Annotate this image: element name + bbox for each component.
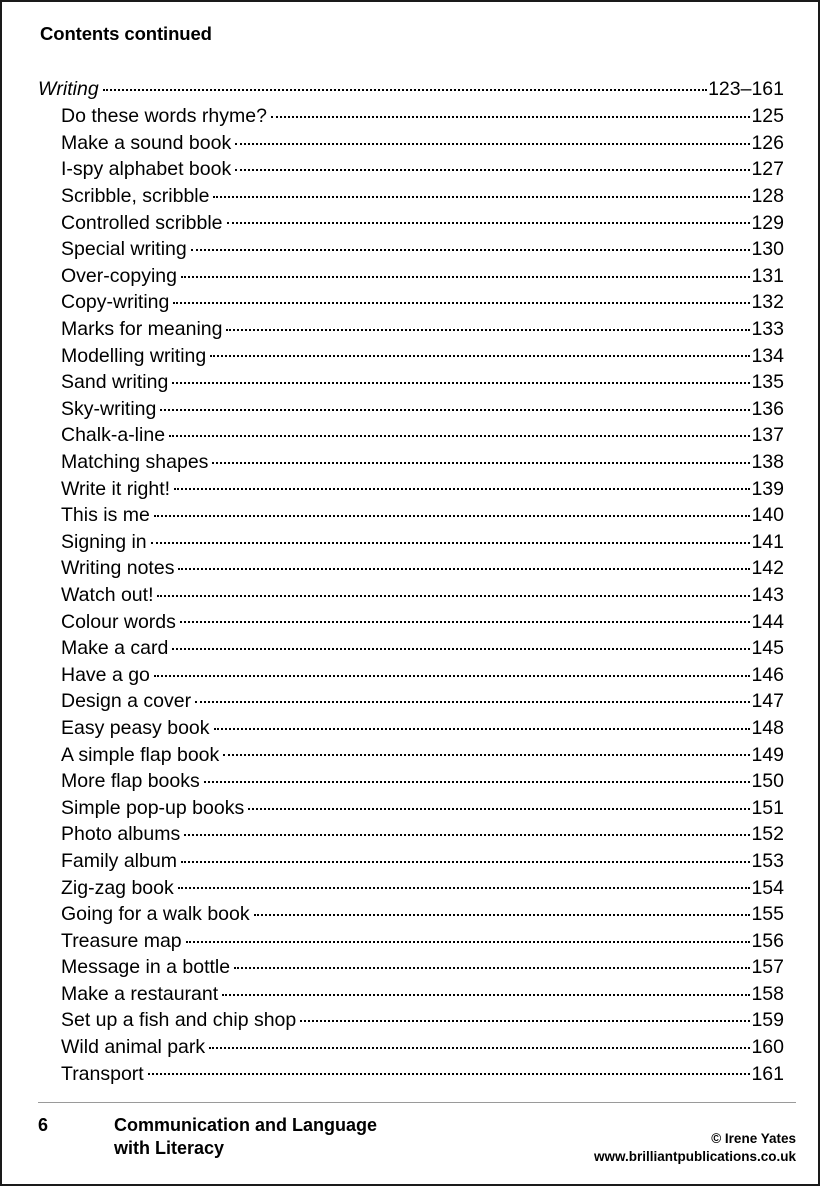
dot-leader: [235, 156, 750, 176]
toc-entry-row: [61, 262, 784, 289]
table-of-contents: [38, 75, 796, 1087]
toc-entry-label: Copy-writing: [61, 291, 170, 314]
toc-entry-label: Simple pop-up books: [61, 796, 245, 819]
toc-entry-row: [61, 1034, 784, 1061]
toc-entry-label: Sand writing: [61, 371, 169, 394]
toc-entry-label: Colour words: [61, 610, 176, 633]
toc-entry-page-number: 135: [751, 371, 784, 394]
dot-leader: [184, 821, 750, 841]
toc-entry-page-number: 154: [751, 876, 784, 899]
dot-leader: [212, 449, 750, 469]
toc-entry-page-number: 138: [751, 451, 784, 473]
toc-entry-row: [61, 103, 784, 130]
toc-entry-page-number: 132: [751, 291, 784, 314]
dot-leader: [213, 183, 750, 203]
dot-leader: [103, 75, 707, 95]
toc-entry-page-number: 125: [751, 105, 784, 128]
toc-entry-page-number: 128: [751, 185, 784, 208]
toc-entry-row: [61, 342, 784, 369]
toc-entry-row: [61, 980, 784, 1007]
toc-entry-page-number: 161: [751, 1062, 784, 1085]
footer-divider: [38, 1102, 796, 1103]
toc-entry-label: Scribble, scribble: [61, 185, 210, 208]
toc-entry-row: [61, 369, 784, 396]
dot-leader: [157, 581, 750, 601]
dot-leader: [254, 901, 751, 921]
toc-entry-label: Set up a fish and chip shop: [61, 1009, 297, 1032]
toc-entry-row: [61, 289, 784, 316]
toc-entry-label: Design a cover: [61, 690, 192, 713]
toc-entry-page-number: 141: [751, 530, 784, 553]
toc-entry-label: Special writing: [61, 238, 187, 261]
toc-entry-row: [61, 581, 784, 608]
toc-entry-page-number: 142: [751, 557, 784, 580]
toc-entry-page-number: 131: [751, 264, 784, 287]
toc-entry-row: [61, 422, 784, 449]
toc-entry-label: Message in a bottle: [61, 956, 231, 979]
footer-credit: [594, 1130, 796, 1166]
toc-entry-page-number: 144: [751, 610, 784, 633]
toc-entry-row: [61, 794, 784, 821]
toc-entry-label: Family album: [61, 849, 177, 872]
toc-entry-label: I-spy alphabet book: [61, 158, 232, 181]
toc-entry-row: [61, 395, 784, 422]
toc-entry-label: Zig-zag book: [61, 876, 174, 899]
toc-entry-label: Write it right!: [61, 477, 171, 500]
toc-entry-page-number: 126: [751, 131, 784, 154]
toc-entry-label: Photo albums: [61, 823, 181, 846]
dot-leader: [235, 129, 750, 149]
dot-leader: [300, 1007, 750, 1027]
toc-entry-label: Make a sound book: [61, 131, 232, 154]
toc-entry-label: Sky-writing: [61, 397, 157, 420]
toc-entry-label: Going for a walk book: [61, 903, 250, 926]
toc-entry-label: Do these words rhyme?: [61, 105, 267, 128]
toc-entry-page-number: 137: [751, 424, 784, 447]
dot-leader: [214, 714, 751, 734]
toc-section-row: [38, 75, 784, 102]
dot-leader: [226, 316, 750, 336]
toc-entry-row: [61, 661, 784, 688]
dot-leader: [148, 1060, 751, 1080]
footer-book-title-line1: Communication and Language: [114, 1115, 378, 1135]
page-footer: [38, 1102, 796, 1168]
toc-entry-page-number: 143: [751, 583, 784, 606]
toc-entry-page-number: 152: [751, 823, 784, 846]
toc-entry-row: [61, 847, 784, 874]
toc-entry-row: [61, 1060, 784, 1087]
footer-content: [38, 1114, 796, 1168]
toc-entry-page-number: 145: [751, 637, 784, 660]
toc-entry-page-number: 148: [751, 716, 784, 739]
toc-entry-page-number: 157: [751, 956, 784, 979]
footer-website: www.brilliantpublications.co.uk: [593, 1149, 796, 1164]
dot-leader: [234, 954, 750, 974]
toc-entry-row: [61, 236, 784, 263]
toc-entry-label: Watch out!: [61, 583, 154, 606]
toc-section-pagerange: 123–161: [708, 77, 784, 100]
toc-entry-label: This is me: [61, 504, 150, 527]
toc-entry-row: [61, 768, 784, 795]
toc-entry-row: [61, 129, 784, 156]
toc-entry-page-number: 156: [751, 929, 784, 952]
toc-entry-label: Writing notes: [61, 557, 175, 580]
toc-entry-list: [38, 103, 796, 1087]
dot-leader: [210, 342, 750, 362]
dot-leader: [181, 847, 751, 867]
toc-entry-page-number: 129: [751, 211, 784, 234]
toc-entry-page-number: 146: [751, 663, 784, 686]
toc-entry-page-number: 127: [751, 158, 784, 181]
dot-leader: [209, 1034, 750, 1054]
dot-leader: [172, 369, 750, 389]
toc-entry-page-number: 134: [751, 344, 784, 367]
dot-leader: [181, 262, 750, 282]
dot-leader: [154, 502, 751, 522]
toc-entry-row: [61, 714, 784, 741]
dot-leader: [186, 927, 751, 947]
toc-entry-page-number: 150: [751, 770, 784, 793]
toc-entry-row: [61, 954, 784, 981]
dot-leader: [195, 688, 750, 708]
toc-entry-row: [61, 821, 784, 848]
toc-entry-page-number: 139: [751, 477, 784, 500]
dot-leader: [222, 980, 750, 1000]
toc-entry-label: Treasure map: [61, 929, 182, 952]
dot-leader: [248, 794, 750, 814]
toc-entry-label: Modelling writing: [61, 344, 207, 367]
toc-entry-row: [61, 608, 784, 635]
toc-entry-row: [61, 1007, 784, 1034]
toc-section-label: Writing: [38, 77, 99, 100]
toc-entry-row: [61, 156, 784, 183]
dot-leader: [223, 741, 750, 761]
toc-entry-label: Have a go: [61, 663, 150, 686]
toc-entry-label: Transport: [61, 1062, 144, 1085]
toc-entry-label: More flap books: [61, 770, 200, 793]
footer-book-title-line2: with Literacy: [114, 1138, 225, 1158]
toc-entry-row: [61, 502, 784, 529]
toc-entry-label: Chalk-a-line: [61, 424, 166, 447]
toc-entry-page-number: 140: [751, 504, 784, 527]
dot-leader: [271, 103, 751, 123]
dot-leader: [180, 608, 751, 628]
toc-entry-row: [61, 528, 784, 555]
toc-entry-label: A simple flap book: [61, 743, 220, 766]
toc-entry-page-number: 155: [751, 903, 784, 926]
toc-entry-row: [61, 209, 784, 236]
dot-leader: [151, 528, 751, 548]
dot-leader: [178, 874, 751, 894]
dot-leader: [154, 661, 751, 681]
dot-leader: [204, 768, 751, 788]
toc-entry-label: Wild animal park: [61, 1036, 206, 1059]
footer-copyright: © Irene Yates: [711, 1131, 796, 1146]
toc-entry-row: [61, 555, 784, 582]
toc-entry-label: Marks for meaning: [61, 318, 223, 341]
toc-entry-label: Make a restaurant: [61, 982, 219, 1005]
toc-entry-row: [61, 874, 784, 901]
toc-entry-page-number: 130: [751, 238, 784, 261]
toc-entry-page-number: 160: [751, 1036, 784, 1059]
dot-leader: [160, 395, 750, 415]
toc-entry-label: Easy peasy book: [61, 716, 210, 739]
dot-leader: [227, 209, 751, 229]
page-content: [2, 2, 818, 1184]
dot-leader: [174, 475, 750, 495]
toc-entry-page-number: 147: [751, 690, 784, 713]
toc-entry-label: Over-copying: [61, 264, 177, 287]
toc-entry-page-number: 159: [751, 1009, 784, 1032]
toc-entry-page-number: 149: [751, 743, 784, 766]
toc-entry-label: Matching shapes: [61, 451, 209, 473]
page-title: Contents continued: [40, 23, 212, 44]
toc-entry-row: [61, 927, 784, 954]
toc-entry-page-number: 158: [751, 982, 784, 1005]
toc-entry-label: Controlled scribble: [61, 211, 223, 234]
toc-entry-row: [61, 741, 784, 768]
toc-entry-page-number: 153: [751, 849, 784, 872]
footer-page-number: 6: [38, 1115, 49, 1135]
dot-leader: [191, 236, 751, 256]
toc-entry-page-number: 151: [751, 796, 784, 819]
toc-entry-page-number: 133: [751, 318, 784, 341]
dot-leader: [178, 555, 750, 575]
toc-entry-row: [61, 449, 784, 476]
dot-leader: [172, 635, 750, 655]
toc-entry-row: [61, 688, 784, 715]
toc-entry-label: Signing in: [61, 530, 147, 553]
toc-entry-row: [61, 901, 784, 928]
toc-entry-row: [61, 183, 784, 210]
dot-leader: [173, 289, 750, 309]
toc-entry-page-number: 136: [751, 397, 784, 420]
toc-entry-label: Make a card: [61, 637, 169, 660]
dot-leader: [169, 422, 750, 442]
toc-entry-row: [61, 475, 784, 502]
toc-entry-row: [61, 316, 784, 343]
toc-entry-row: [61, 635, 784, 662]
